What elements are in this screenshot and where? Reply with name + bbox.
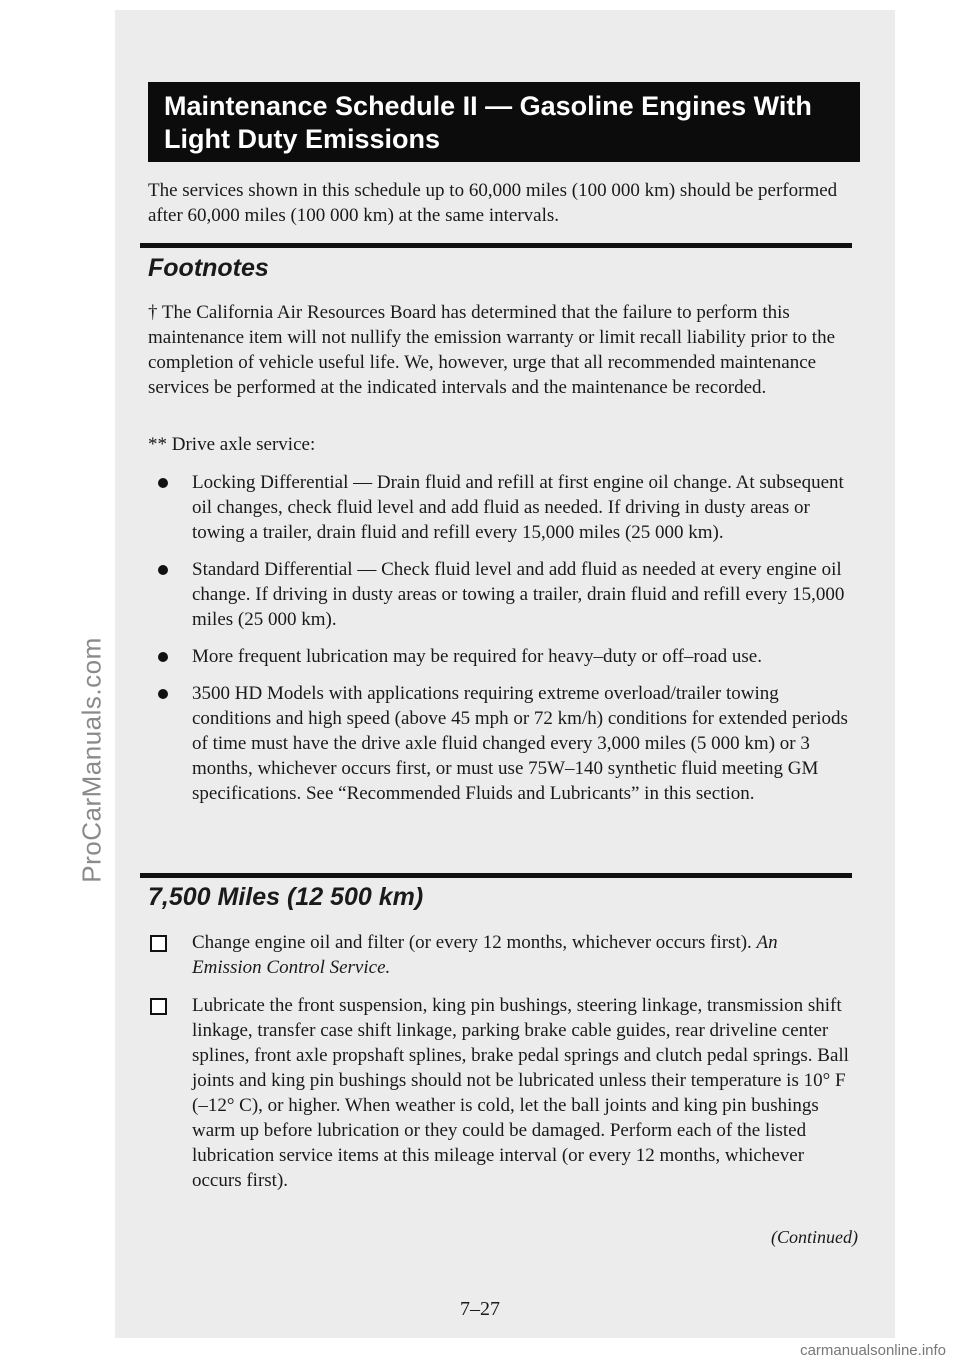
dagger-footnote: † The California Air Resources Board has determined that the failure to perform this maintenance item will not nullify the emission warranty or limit recall liability prior to the completion of vehicle useful life. We, however, urge that all recommended maintenance services be performed at the indicated intervals and the maintenance be recorded. [148,302,835,398]
section-divider [140,873,852,878]
page-title-banner [148,82,860,162]
bullet-icon [158,652,168,662]
bullet-icon [158,689,168,699]
list-item-text: More frequent lubrication may be required for heavy–duty or off–road use. [192,646,762,667]
page-number: 7–27 [460,1298,500,1320]
footer-url: carmanualsonline.info [800,1342,946,1359]
drive-axle-list [148,470,848,818]
list-item [148,557,848,632]
checklist-item-text: Lubricate the front suspension, king pin bushings, steering linkage, transmission shift linkage, transfer case shift linkage, parking brake cable guides, rear driveline center splines, front axle propshaft splines, brake pedal springs and clutch pedal springs. Ball joints and king pin bushings should not be lubricated unless their temperature is 10° F (–12° C), or higher. When weather is cold, let the ball joints and king pin bushings warm up before lubrication or they could be damaged. Perform each of the listed lubrication service items at this mileage interval (or every 12 months, whichever occurs first). [192,995,849,1191]
page-title-line-1: Maintenance Schedule II — Gasoline Engines With [164,91,812,121]
list-item-text: Standard Differential — Check fluid level and add fluid as needed at every engine oil change. If driving in dusty areas or towing a trailer, drain fluid and refill every 15,000 miles (25 000 km). [192,559,845,630]
section-divider [140,243,852,248]
mileage-heading: 7,500 Miles (12 500 km) [148,883,424,911]
list-item-text: 3500 HD Models with applications requiring extreme overload/trailer towing conditions and high speed (above 45 mph or 72 km/h) conditions for extended periods of time must have the drive axle fluid changed every 3,000 miles (5 000 km) or 3 months, whichever occurs first, or must use 75W–140 synthetic fluid meeting GM specifications. See “Recommended Fluids and Lubricants” in this section. [192,683,848,804]
checklist-item [140,993,850,1193]
list-item [148,644,848,669]
checklist-item-text: Change engine oil and filter (or every 12 months, whichever occurs first). [192,932,752,953]
list-item [148,681,848,806]
list-item-text: Locking Differential — Drain fluid and refill at first engine oil change. At subsequent oil changes, check fluid level and add fluid as needed. If driving in dusty areas or towing a trailer, drain fluid and refill every 15,000 miles (25 000 km). [192,472,844,543]
checkbox-icon[interactable] [150,935,167,952]
intro-paragraph: The services shown in this schedule up to 60,000 miles (100 000 km) should be performed after 60,000 miles (100 000 km) at the same intervals. [148,180,838,226]
drive-axle-intro: ** Drive axle service: [148,434,316,455]
checkbox-icon[interactable] [150,998,167,1015]
continued-note: (Continued) [771,1227,858,1247]
footnotes-heading: Footnotes [148,254,269,282]
list-item [148,470,848,545]
page-title-line-2: Light Duty Emissions [164,124,441,154]
checklist-item [140,930,850,980]
watermark-text: ProCarManuals.com [76,637,107,883]
emission-service-note: An Emission Control Service. [192,932,778,978]
maintenance-checklist [140,930,850,1206]
bullet-icon [158,565,168,575]
bullet-icon [158,478,168,488]
